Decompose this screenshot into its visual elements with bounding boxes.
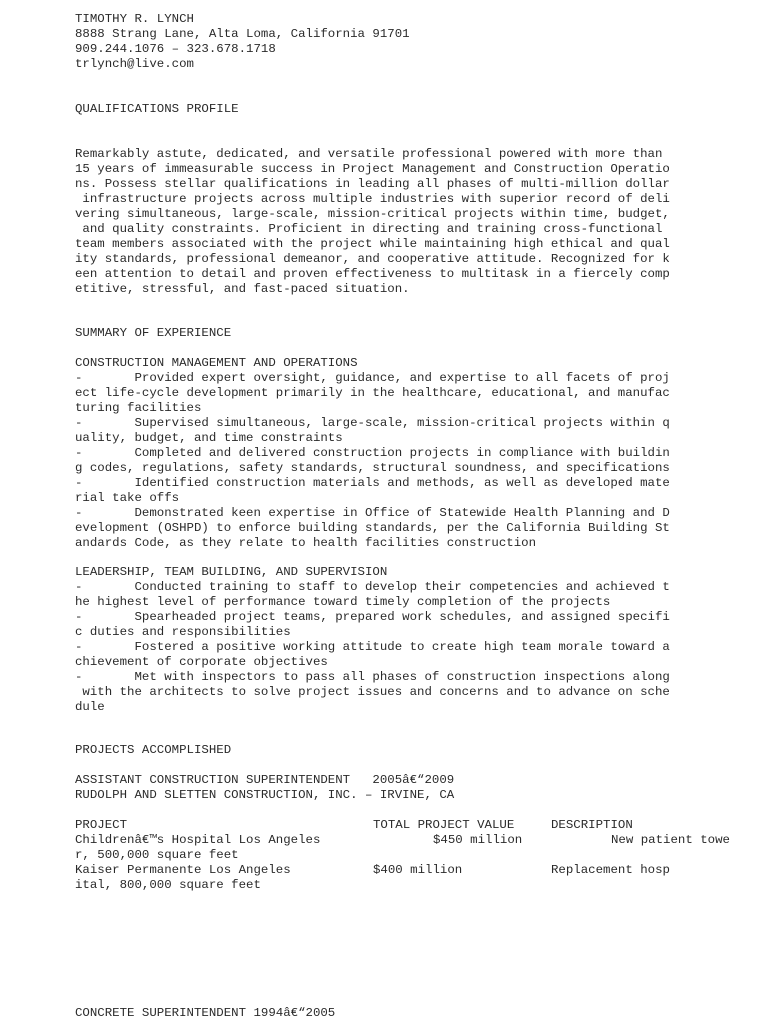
bullet-line: ect life-cycle development primarily in the healthcare, educational, and manufac <box>75 386 670 400</box>
project-value: $450 million <box>433 833 523 847</box>
project-name: Childrenâ€™s Hospital Los Angeles <box>75 833 321 847</box>
bullet-line: he highest level of performance toward timely completion of the projects <box>75 595 611 609</box>
bullet-line: andards Code, as they relate to health facilities construction <box>75 536 537 550</box>
company-line: RUDOLPH AND SLETTEN CONSTRUCTION, INC. – IRVINE, CA <box>75 788 455 802</box>
bullet-line: - Met with inspectors to pass all phases of construction inspections along <box>75 670 670 684</box>
summary-heading: SUMMARY OF EXPERIENCE <box>75 326 232 340</box>
bullet-line: c duties and responsibilities <box>75 625 291 639</box>
bullet-line: uality, budget, and time constraints <box>75 431 343 445</box>
project-value: $400 million <box>373 863 463 877</box>
paragraph-line: Remarkably astute, dedicated, and versatile professional powered with more than <box>75 147 663 161</box>
construction-subheading: CONSTRUCTION MANAGEMENT AND OPERATIONS <box>75 356 358 370</box>
table-header-value: TOTAL PROJECT VALUE <box>373 818 515 832</box>
bullet-line: rial take offs <box>75 491 180 505</box>
contact-address: 8888 Strang Lane, Alta Loma, California 91701 <box>75 27 410 41</box>
bullet-line: dule <box>75 700 105 714</box>
project-description: New patient towe <box>611 833 730 847</box>
contact-name: TIMOTHY R. LYNCH <box>75 12 194 26</box>
bullet-line: - Supervised simultaneous, large-scale, mission-critical projects within q <box>75 416 670 430</box>
bullet-line: - Demonstrated keen expertise in Office of Statewide Health Planning and D <box>75 506 670 520</box>
paragraph-line: ity standards, professional demeanor, and cooperative attitude. Recognized for k <box>75 252 670 266</box>
project-name: Kaiser Permanente Los Angeles <box>75 863 291 877</box>
bullet-line: - Identified construction materials and methods, as well as developed mate <box>75 476 670 490</box>
projects-heading: PROJECTS ACCOMPLISHED <box>75 743 232 757</box>
paragraph-line: 15 years of immeasurable success in Project Management and Construction Operatio <box>75 162 670 176</box>
bullet-line: - Conducted training to staff to develop their competencies and achieved t <box>75 580 670 594</box>
paragraph-line: een attention to detail and proven effectiveness to multitask in a fiercely comp <box>75 267 670 281</box>
bullet-line: - Completed and delivered construction projects in compliance with buildin <box>75 446 670 460</box>
bullet-line: - Provided expert oversight, guidance, and expertise to all facets of proj <box>75 371 670 385</box>
paragraph-line: ns. Possess stellar qualifications in leading all phases of multi-million dollar <box>75 177 670 191</box>
project-description-wrap: r, 500,000 square feet <box>75 848 239 862</box>
bullet-line: - Fostered a positive working attitude to create high team morale toward a <box>75 640 670 654</box>
bullet-line: with the architects to solve project issues and concerns and to advance on sche <box>75 685 670 699</box>
project-description: Replacement hosp <box>551 863 670 877</box>
bullet-line: - Spearheaded project teams, prepared work schedules, and assigned specifi <box>75 610 670 624</box>
leadership-subheading: LEADERSHIP, TEAM BUILDING, AND SUPERVISION <box>75 565 388 579</box>
project-description-wrap: ital, 800,000 square feet <box>75 878 261 892</box>
paragraph-line: infrastructure projects across multiple industries with superior record of deli <box>75 192 670 206</box>
bullet-line: evelopment (OSHPD) to enforce building standards, per the California Building St <box>75 521 670 535</box>
paragraph-line: etitive, stressful, and fast-paced situation. <box>75 282 410 296</box>
qualifications-heading: QUALIFICATIONS PROFILE <box>75 102 239 116</box>
paragraph-line: and quality constraints. Proficient in directing and training cross-functional <box>75 222 663 236</box>
table-header-project: PROJECT <box>75 818 128 832</box>
paragraph-line: team members associated with the project while maintaining high ethical and qual <box>75 237 670 251</box>
bullet-line: turing facilities <box>75 401 202 415</box>
contact-phones: 909.244.1076 – 323.678.1718 <box>75 42 276 56</box>
bullet-line: g codes, regulations, safety standards, structural soundness, and specifications <box>75 461 670 475</box>
contact-email: trlynch@live.com <box>75 57 194 71</box>
paragraph-line: vering simultaneous, large-scale, mission-critical projects within time, budget, <box>75 207 670 221</box>
table-header-description: DESCRIPTION <box>551 818 633 832</box>
job-title-line: ASSISTANT CONSTRUCTION SUPERINTENDENT 2005â€“2009 <box>75 773 455 787</box>
bullet-line: chievement of corporate objectives <box>75 655 328 669</box>
job-title-line: CONCRETE SUPERINTENDENT 1994â€“2005 <box>75 1006 336 1020</box>
